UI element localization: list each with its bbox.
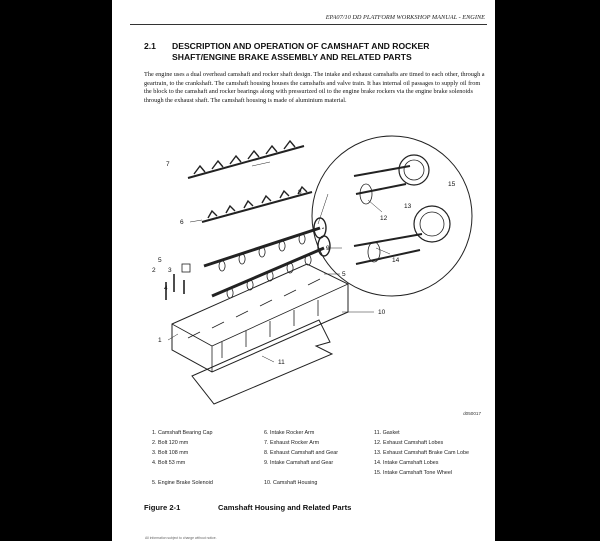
callout-15: 15 [448,181,456,188]
legend-item: 13. Exhaust Camshaft Brake Cam Lobe [374,450,469,456]
legend-item: 8. Exhaust Camshaft and Gear [264,450,339,456]
section-number: 2.1 [144,41,156,51]
legend-column-2 [264,430,374,490]
page-footer: All information subject to change without notice. [145,536,217,540]
intake-rocker-arm-row [202,187,312,222]
callout-14: 14 [392,257,400,264]
callout-10: 10 [378,309,386,316]
body-paragraph: The engine uses a dual overhead camshaft and rocker shaft design. The intake and exhaust camshafts are timed to each other, through a geartrain, to the crankshaft. The camshaft housing houses the camshafts and valve train. It has internal oil passages to supply oil from the block to the camshaft and rocker bearings along with pressurized oil to the engine brake rockers via the engine brake solenoids through the exhaust shaft. The camshaft housing is made of aluminium material. [144,71,485,104]
camshaft-housing-diagram [142,124,482,414]
callout-9: 9 [326,245,330,252]
figure-caption: Camshaft Housing and Related Parts [218,503,352,512]
legend-item: 2. Bolt 120 mm [152,440,189,446]
callout-5: 5 [342,271,346,278]
legend-item: 4. Bolt 53 mm [152,460,186,466]
callout-6: 6 [180,219,184,226]
detail-magnifier [312,136,472,296]
legend-item: 1. Camshaft Bearing Cap [152,430,213,436]
figure-label: Figure 2-1 [144,503,181,512]
callout-13: 13 [404,203,412,210]
figure-reference-code: d050017 [463,411,481,416]
callout-7: 7 [166,161,170,168]
manual-page [112,0,495,541]
legend-item: 14. Intake Camshaft Lobes [374,460,439,466]
callout-8: 8 [298,189,302,196]
legend-item: 15. Intake Camshaft Tone Wheel [374,470,453,476]
legend-item: 11. Gasket [374,430,400,436]
legend-item: 10. Camshaft Housing [264,480,318,486]
gasket [192,320,332,404]
legend-column-3 [374,430,482,480]
running-header: EPA07/10 DD PLATFORM WORKSHOP MANUAL - ENGINE [325,14,485,21]
callout-11: 11 [278,359,285,366]
legend-column-1 [152,430,262,490]
legend-item: 7. Exhaust Rocker Arm [264,440,320,446]
header-rule [130,24,487,25]
exhaust-camshaft [204,218,326,271]
legend-item: 6. Intake Rocker Arm [264,430,315,436]
callout-3: 3 [168,267,172,274]
section-title: DESCRIPTION AND OPERATION OF CAMSHAFT AND ROCKER SHAFT/ENGINE BRAKE ASSEMBLY AND RELATED PARTS [172,41,430,62]
camshaft-housing [172,264,348,372]
legend-item: 5. Engine Brake Solenoid [152,480,213,486]
legend-item: 12. Exhaust Camshaft Lobes [374,440,444,446]
callout-2: 2 [152,267,156,274]
legend-item: 3. Bolt 108 mm [152,450,189,456]
callout-5-top: 5 [158,257,162,264]
legend-item: 9. Intake Camshaft and Gear [264,460,334,466]
callout-4: 4 [164,285,168,292]
exhaust-rocker-arm-row [188,141,304,178]
callout-1: 1 [158,337,162,344]
callout-12: 12 [380,215,388,222]
